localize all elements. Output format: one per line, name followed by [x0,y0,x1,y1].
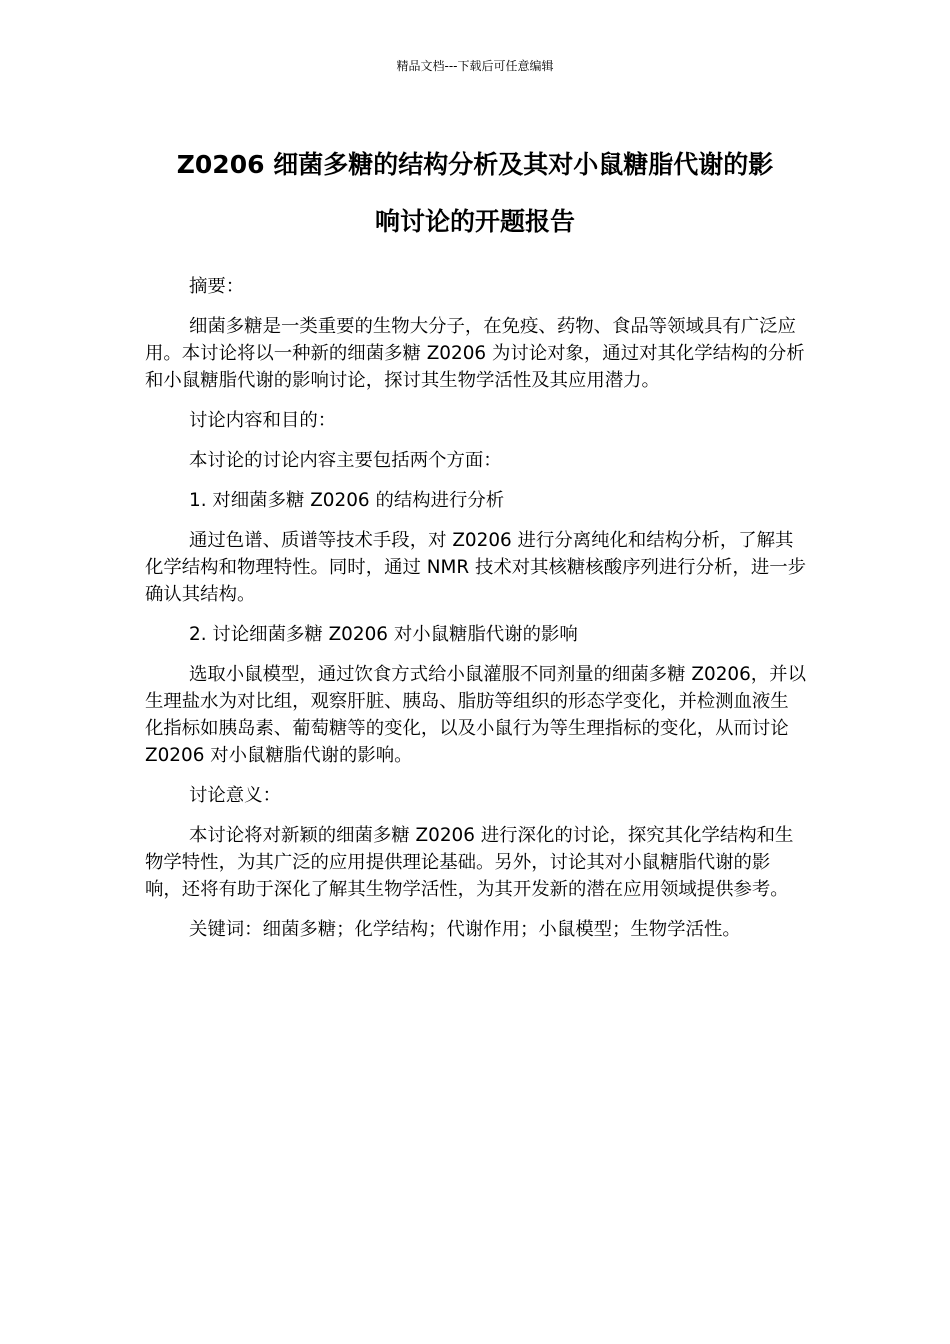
content-purpose-heading: 讨论内容和目的： [189,410,337,431]
significance-heading: 讨论意义： [189,785,281,806]
title-line-1: Z0206 细菌多糖的结构分析及其对小鼠糖脂代谢的影 [176,150,774,179]
abstract-paragraph: 细菌多糖是一类重要的生物大分子，在免疫、药物、食品等领域具有广泛应用。本讨论将以一种新的细菌多糖 Z0206 为讨论对象，通过对其化学结构的分析和小鼠糖脂代谢的影响讨论，探讨其生物学活性及其应用潜力。 [145,316,805,391]
section-2-paragraph: 选取小鼠模型，通过饮食方式给小鼠灌服不同剂量的细菌多糖 Z0206，并以生理盐水为对比组，观察肝脏、胰岛、脂肪等组织的形态学变化，并检测血液生化指标如胰岛素、葡萄糖等的变化，以及小鼠行为等生理指标的变化，从而讨论 Z0206 对小鼠糖脂代谢的影响。 [145,664,806,766]
document-body [145,273,807,956]
significance-paragraph: 本讨论将对新颖的细菌多糖 Z0206 进行深化的讨论，探究其化学结构和生物学特性，为其广泛的应用提供理论基础。另外，讨论其对小鼠糖脂代谢的影响，还将有助于深化了解其生物学活性，为其开发新的潜在应用领域提供参考。 [145,825,794,900]
document-title [140,136,810,250]
header-note: 精品文档---下载后可任意编辑 [396,59,554,73]
section-1-heading: 1. 对细菌多糖 Z0206 的结构进行分析 [189,490,505,511]
title-line-2: 响讨论的开题报告 [374,207,575,236]
abstract-heading: 摘要： [189,276,245,297]
keywords-paragraph: 关键词：细菌多糖；化学结构；代谢作用；小鼠模型；生物学活性。 [189,919,741,940]
section-2-heading: 2. 讨论细菌多糖 Z0206 对小鼠糖脂代谢的影响 [189,624,578,645]
section-1-paragraph: 通过色谱、质谱等技术手段，对 Z0206 进行分离纯化和结构分析，了解其化学结构和物理特性。同时，通过 NMR 技术对其核糖核酸序列进行分析，进一步确认其结构。 [145,530,806,605]
content-intro-paragraph: 本讨论的讨论内容主要包括两个方面： [189,450,502,471]
